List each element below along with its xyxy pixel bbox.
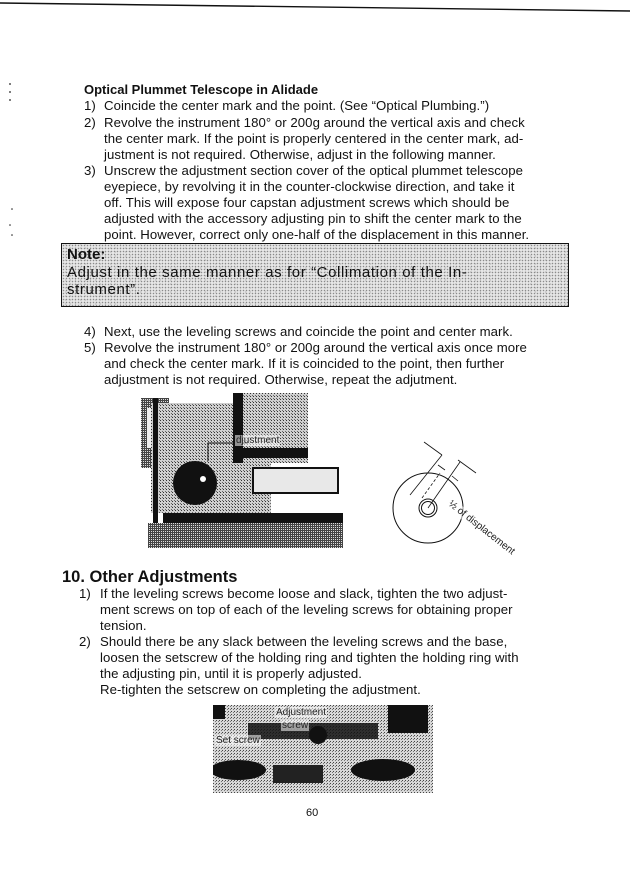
figure-callout: ½ of displacement — [446, 498, 517, 558]
step-text-line: loosen the setscrew of the holding ring and tighten the holding ring with — [100, 650, 519, 665]
step-text-line: Revolve the instrument 180° or 200g around the vertical axis and check — [104, 115, 525, 130]
note-title: Note: — [67, 246, 106, 263]
step-text-line: and check the center mark. If it is coincided to the point, then further — [104, 356, 505, 371]
step-number: 1) — [79, 586, 91, 601]
step-text-line: point. However, correct only one-half of the displacement in this manner. — [104, 227, 530, 242]
scan-top-edge-line — [0, 2, 632, 12]
step-number: 1) — [84, 98, 96, 113]
step-number: 2) — [84, 115, 96, 130]
step-text-line: Next, use the leveling screws and coincide the point and center mark. — [104, 324, 513, 339]
section-title: 10. Other Adjustments — [62, 568, 238, 586]
step-text-line: eyepiece, by revolving it in the counter-clockwise direction, and take it — [104, 179, 515, 194]
leveling-screws-photo — [213, 705, 433, 793]
step-number: 4) — [84, 324, 96, 339]
note-text-line: strument”. — [67, 281, 141, 298]
figure-callout: Set screw — [216, 735, 260, 746]
step-text-line: ment screws on top of each of the leveling screws for obtaining proper — [100, 602, 513, 617]
scan-speckle — [4, 205, 16, 245]
step-number: 3) — [84, 163, 96, 178]
step-text-line: Revolve the instrument 180° or 200g around the vertical axis once more — [104, 340, 527, 355]
note-box — [61, 243, 569, 307]
step-text-line: the adjusting pin, until it is properly adjusted. — [100, 666, 362, 681]
base-photo-illustration — [213, 705, 433, 793]
step-text-line: Should there be any slack between the leveling screws and the base, — [100, 634, 508, 649]
reticle-diagram — [380, 420, 550, 550]
page-number: 60 — [306, 807, 319, 819]
step-text-line: Re-tighten the setscrew on completing the adjustment. — [100, 682, 421, 697]
step-number: 5) — [84, 340, 96, 355]
section-heading: Optical Plummet Telescope in Alidade — [84, 82, 319, 97]
step-text-line: off. This will expose four capstan adjustment screws which should be — [104, 195, 510, 210]
step-text-line: the center mark. If the point is properly centered in the center mark, ad- — [104, 131, 524, 146]
plummet-eyepiece-photo — [133, 393, 345, 553]
scan-speckle — [4, 80, 16, 110]
figure-callout: screw — [282, 720, 309, 731]
step-number: 2) — [79, 634, 91, 649]
step-text-line: Unscrew the adjustment section cover of the optical plummet telescope — [104, 163, 524, 178]
step-text-line: Coincide the center mark and the point. (See “Optical Plumbing.”) — [104, 98, 490, 113]
displacement-diagram — [380, 420, 550, 558]
step-text-line: If the leveling screws become loose and slack, tighten the two adjust- — [100, 586, 508, 601]
instrument-photo-illustration — [133, 393, 345, 553]
note-text-line: Adjust in the same manner as for “Collimation of the In- — [67, 264, 468, 281]
step-text-line: justment is not required. Otherwise, adjust in the following manner. — [104, 147, 496, 162]
figure-callout: Adjustment — [276, 707, 327, 718]
step-text-line: adjustment is not required. Otherwise, repeat the adjutment. — [104, 372, 458, 387]
step-text-line: adjusted with the accessory adjusting pin to shift the center mark to the — [104, 211, 522, 226]
step-text-line: tension. — [100, 618, 147, 633]
figure-callout: djustment — [236, 435, 280, 446]
